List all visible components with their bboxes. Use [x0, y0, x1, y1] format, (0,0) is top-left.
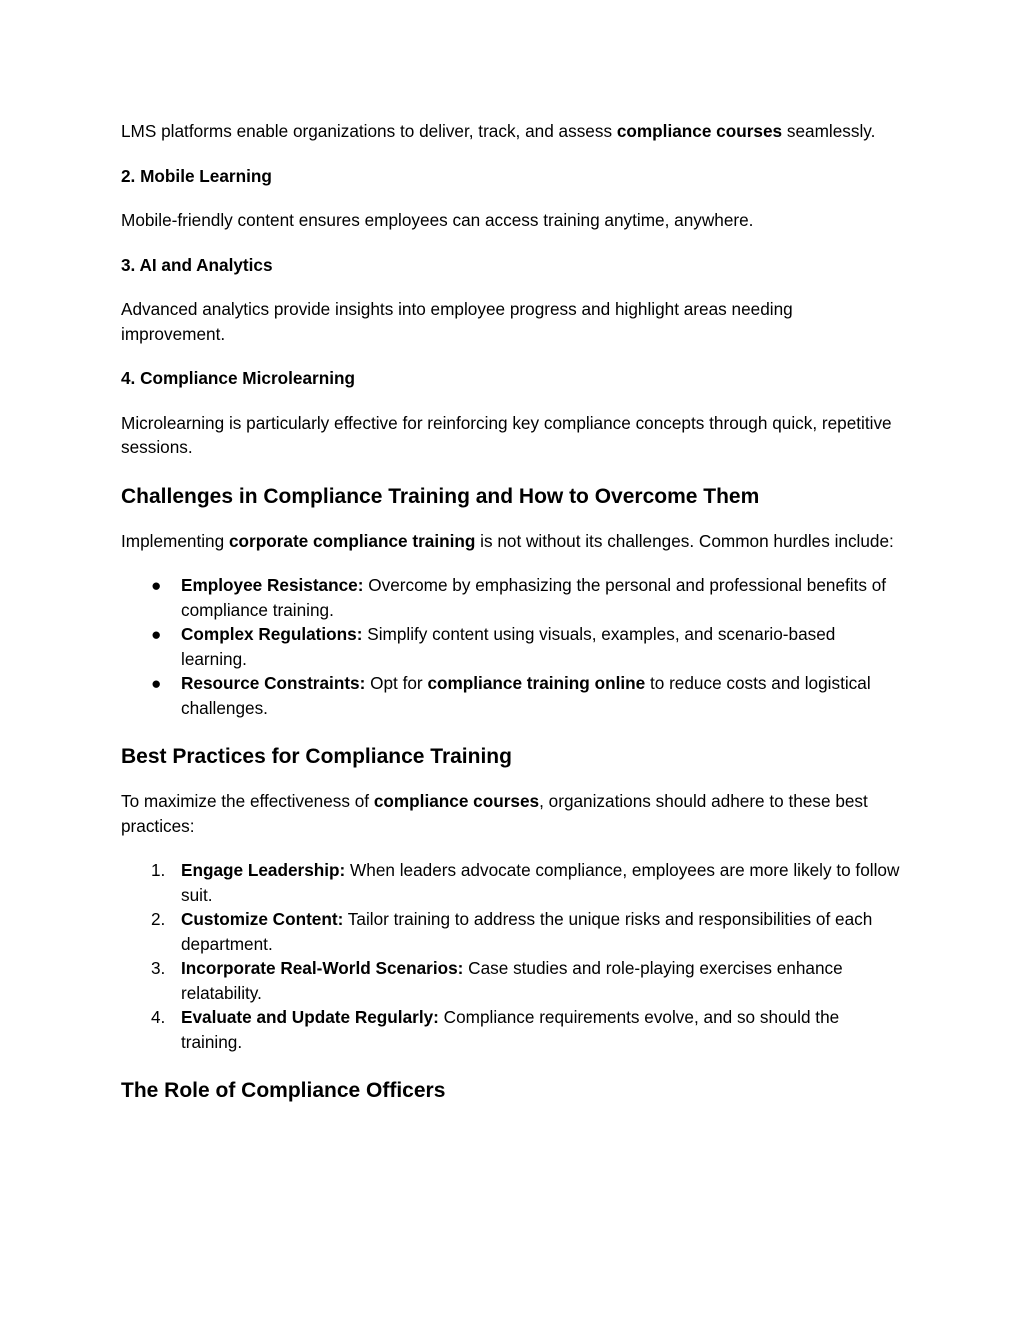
list-item-text-end: to reduce costs and logistical challenges.: [181, 673, 871, 718]
challenges-intro-bold: corporate compliance training: [228, 530, 476, 551]
list-item: [121, 956, 901, 1005]
ai-analytics-heading: 3. AI and Analytics: [121, 254, 273, 275]
microlearning-text: Microlearning is particularly effective for reinforcing key compliance concepts through quick, repetitive sessions.: [121, 412, 892, 457]
list-item: [121, 858, 901, 907]
list-item-text: Tailor training to address the unique risks and responsibilities of each department.: [181, 909, 873, 954]
challenges-heading: Challenges in Compliance Training and How to Overcome Them: [121, 484, 760, 508]
best-practices-intro-text: To maximize the effectiveness of: [121, 791, 374, 811]
list-item-text: Simplify content using visuals, examples, and scenario-based learning.: [181, 624, 836, 669]
list-item-label: Resource Constraints:: [181, 673, 366, 693]
challenges-intro: [121, 529, 901, 554]
list-item: [121, 907, 901, 956]
best-practices-list: [121, 858, 901, 1054]
intro-paragraph: [121, 119, 901, 144]
intro-bold: compliance courses: [616, 121, 783, 141]
list-item-text: Overcome by emphasizing the personal and professional benefits of compliance training.: [181, 575, 887, 620]
list-item: [121, 573, 901, 622]
bullet-icon: ●: [151, 575, 162, 595]
list-item-label: Complex Regulations:: [181, 624, 363, 644]
list-item-text: When leaders advocate compliance, employees are more likely to follow suit.: [181, 860, 900, 905]
list-item-label: Incorporate Real-World Scenarios:: [181, 958, 464, 978]
list-item-text: Case studies and role-playing exercises enhance relatability.: [181, 958, 843, 1003]
list-number: 4.: [151, 1007, 166, 1027]
list-item: [121, 671, 901, 720]
challenges-intro-text-end: is not without its challenges. Common hurdles include:: [475, 530, 894, 551]
best-practices-intro-bold: compliance courses: [373, 791, 540, 811]
mobile-learning-text: Mobile-friendly content ensures employees can access training anytime, anywhere.: [121, 210, 754, 230]
list-item-label: Engage Leadership:: [181, 860, 346, 880]
mobile-learning-heading: 2. Mobile Learning: [121, 165, 272, 186]
list-item-text: Compliance requirements evolve, and so should the training.: [181, 1007, 840, 1052]
list-item-label: Employee Resistance:: [181, 575, 364, 595]
list-item-label: Evaluate and Update Regularly:: [181, 1007, 439, 1027]
best-practices-heading: Best Practices for Compliance Training: [121, 745, 512, 768]
list-item-text: Opt for: [365, 673, 428, 693]
best-practices-intro: [121, 789, 901, 838]
list-item-label: Customize Content:: [181, 909, 344, 929]
microlearning-heading: 4. Compliance Microlearning: [121, 368, 355, 388]
list-item: [121, 1005, 901, 1054]
document-page: [121, 119, 901, 1126]
bullet-icon: ●: [151, 673, 162, 693]
best-practices-intro-text-end: , organizations should adhere to these best practices:: [121, 791, 868, 836]
list-item: [121, 622, 901, 671]
challenges-list: [121, 573, 901, 720]
ai-analytics-text: Advanced analytics provide insights into employee progress and highlight areas needing improvement.: [121, 299, 793, 344]
list-item-bold: compliance training online: [427, 673, 646, 693]
list-number: 3.: [151, 958, 166, 978]
challenges-intro-text: Implementing: [121, 530, 229, 551]
intro-text: LMS platforms enable organizations to deliver, track, and assess: [121, 121, 617, 141]
compliance-officers-heading: The Role of Compliance Officers: [121, 1079, 446, 1102]
intro-text-end: seamlessly.: [782, 121, 876, 141]
list-number: 1.: [151, 860, 166, 880]
bullet-icon: ●: [151, 624, 162, 644]
list-number: 2.: [151, 909, 166, 929]
